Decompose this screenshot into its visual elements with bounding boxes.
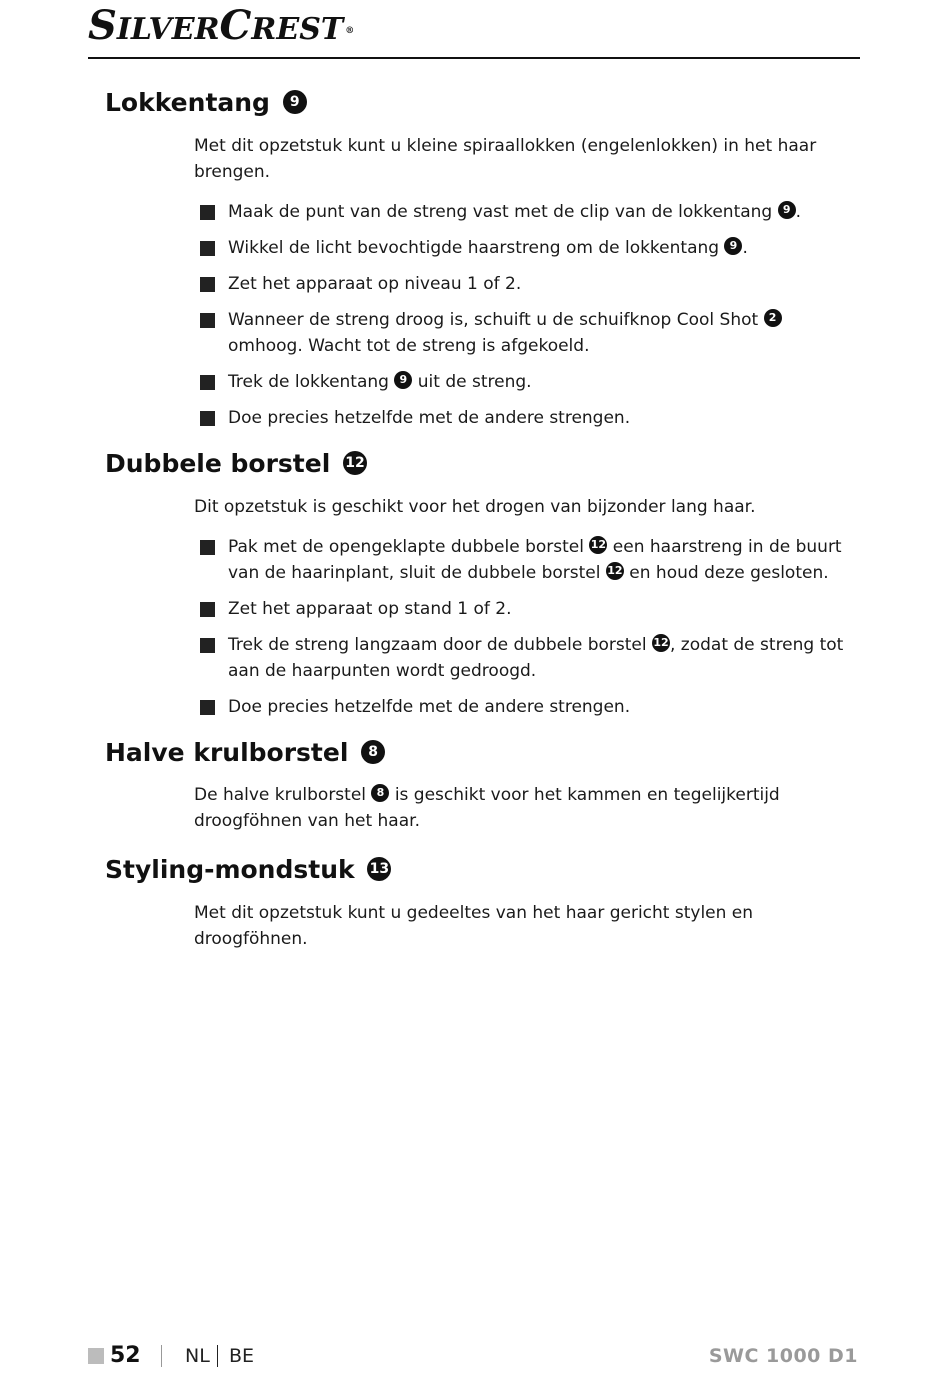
section-paragraph: Met dit opzetstuk kunt u kleine spiraallokken (engelenlokken) in het haar brengen. — [194, 136, 817, 182]
bullet-square-icon — [200, 700, 215, 715]
header-rule — [88, 57, 860, 59]
page-footer — [88, 1342, 860, 1370]
section-title-styling-mondstuk: Styling-mondstuk 13 — [105, 855, 391, 884]
model-number: SWC 1000 D1 — [708, 1345, 858, 1367]
section-paragraph: De halve krulborstel 8 is geschikt voor het kammen en tegelijkertijd droogföhnen van het haar. — [194, 785, 780, 831]
reference-number-icon: 9 — [394, 371, 412, 389]
reference-number-icon: 12 — [606, 562, 624, 580]
list-item: Trek de lokkentang 9 uit de streng. — [200, 369, 860, 395]
list-item: Trek de streng langzaam door de dubbele borstel 12, zodat de streng tot aan de haarpunten wordt gedroogd. — [200, 632, 860, 684]
brand-logo: SILVERCREST ® — [88, 2, 355, 49]
bullet-square-icon — [200, 411, 215, 426]
page-number: 52 — [110, 1343, 141, 1368]
footer-divider — [217, 1345, 218, 1367]
section-title-halve-krulborstel: Halve krulborstel 8 — [105, 738, 385, 767]
bullet-square-icon — [200, 602, 215, 617]
reference-number-icon: 12 — [652, 634, 670, 652]
bullet-square-icon — [200, 375, 215, 390]
reference-number-icon: 12 — [589, 536, 607, 554]
list-item: Doe precies hetzelfde met de andere strengen. — [200, 694, 860, 720]
section-title-lokkentang: Lokkentang 9 — [105, 88, 307, 117]
footer-square-icon — [88, 1348, 104, 1364]
list-item: Zet het apparaat op niveau 1 of 2. — [200, 271, 860, 297]
section-paragraph: Met dit opzetstuk kunt u gedeeltes van het haar gericht stylen en droogföhnen. — [194, 903, 754, 949]
bullet-square-icon — [200, 638, 215, 653]
list-item: Maak de punt van de streng vast met de clip van de lokkentang 9 . — [200, 199, 860, 225]
bullet-square-icon — [200, 540, 215, 555]
list-item: Wikkel de licht bevochtigde haarstreng om de lokkentang 9 . — [200, 235, 860, 261]
reference-number-icon: 9 — [283, 90, 307, 114]
country-code: BE — [229, 1345, 255, 1367]
section-paragraph: Dit opzetstuk is geschikt voor het drogen van bijzonder lang haar. — [194, 497, 756, 517]
reference-number-icon: 2 — [764, 309, 782, 327]
section-title-dubbele-borstel: Dubbele borstel 12 — [105, 449, 367, 478]
reference-number-icon: 12 — [343, 451, 367, 475]
list-item: Zet het apparaat op stand 1 of 2. — [200, 596, 860, 622]
footer-divider — [161, 1345, 162, 1367]
bullet-square-icon — [200, 241, 215, 256]
reference-number-icon: 8 — [371, 784, 389, 802]
reference-number-icon: 9 — [724, 237, 742, 255]
reference-number-icon: 9 — [778, 201, 796, 219]
list-item: Pak met de opengeklapte dubbele borstel 12 een haarstreng in de buurt van de haarinplant, sluit de dubbele borstel 12 en houd deze gesloten. — [200, 534, 860, 586]
language-code: NL — [185, 1345, 210, 1367]
bullet-square-icon — [200, 277, 215, 292]
bullet-square-icon — [200, 313, 215, 328]
bullet-square-icon — [200, 205, 215, 220]
list-item: Doe precies hetzelfde met de andere strengen. — [200, 405, 860, 431]
reference-number-icon: 8 — [361, 740, 385, 764]
list-item: Wanneer de streng droog is, schuift u de schuifknop Cool Shot 2 omhoog. Wacht tot de streng is afgekoeld. — [200, 307, 860, 359]
reference-number-icon: 13 — [367, 857, 391, 881]
